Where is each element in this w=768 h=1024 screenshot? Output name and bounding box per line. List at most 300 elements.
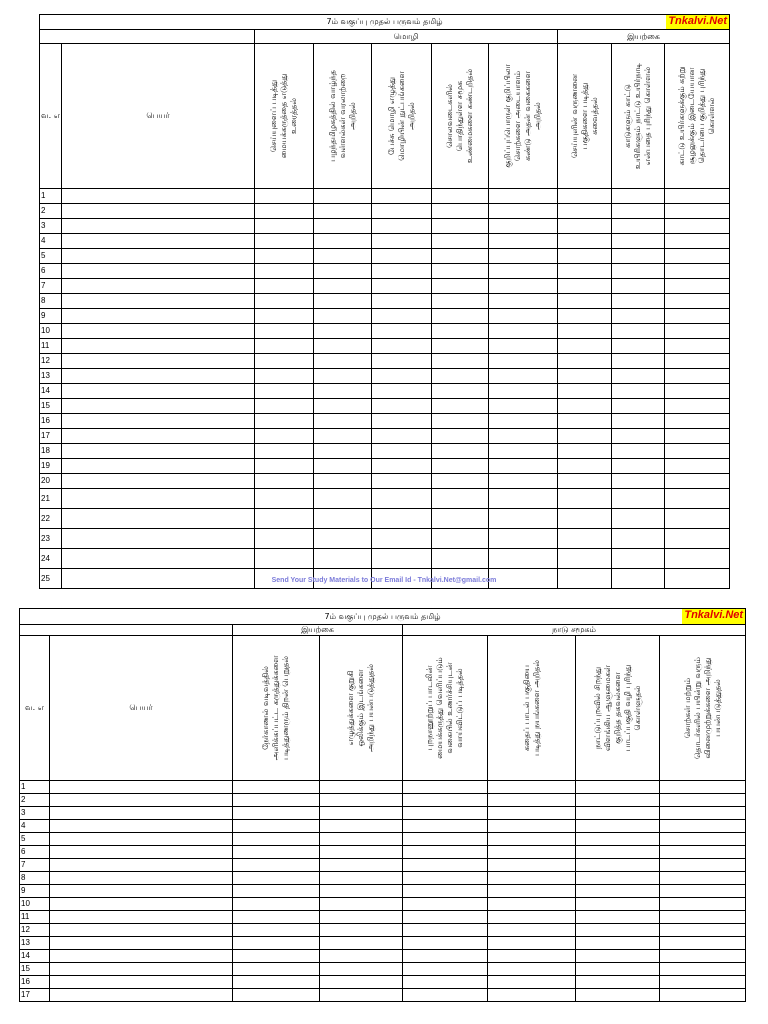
table-cell: [665, 279, 730, 294]
table-cell: [558, 474, 612, 489]
table-cell: [372, 354, 432, 369]
table-row: [40, 459, 730, 474]
table-cell: [665, 204, 730, 219]
table-cell: [255, 529, 314, 549]
table-cell: [233, 976, 320, 989]
table-cell: [255, 369, 314, 384]
table-cell: [372, 399, 432, 414]
table-cell: [488, 885, 576, 898]
brand-label: Tnkalvi.Net: [682, 609, 745, 624]
table-cell: [314, 509, 372, 529]
table-cell: [665, 549, 730, 569]
sheet-2-body: [20, 781, 746, 1002]
table-cell: [432, 429, 489, 444]
sheet-2-title-cell: [20, 609, 746, 625]
table-cell: [320, 846, 403, 859]
table-cell: [489, 189, 558, 204]
table-cell: [233, 872, 320, 885]
sheet-1-col-header: [314, 44, 372, 189]
table-cell: [665, 339, 730, 354]
table-cell: [50, 937, 233, 950]
table-cell: [489, 529, 558, 549]
table-cell: [372, 324, 432, 339]
table-cell: [612, 234, 665, 249]
table-cell: [314, 489, 372, 509]
table-cell: [665, 459, 730, 474]
table-cell: [612, 339, 665, 354]
table-cell: [432, 219, 489, 234]
table-cell: [665, 384, 730, 399]
table-cell: [489, 249, 558, 264]
sheet-2-col-header: [660, 636, 746, 781]
table-cell: [403, 820, 488, 833]
table-cell: [372, 204, 432, 219]
sheet-1-col-header-text: சொலவடைகளில் பொதிந்துள்ள சமூக உண்மைகளை கண்டறிதல்: [445, 68, 474, 164]
table-row: [40, 189, 730, 204]
table-cell: [488, 820, 576, 833]
table-cell: [660, 846, 746, 859]
table-row: [20, 820, 746, 833]
table-cell: [488, 794, 576, 807]
table-row: [20, 950, 746, 963]
table-cell: [50, 989, 233, 1002]
table-cell: [62, 489, 255, 509]
table-cell: [255, 354, 314, 369]
table-cell: [255, 189, 314, 204]
table-cell: [233, 846, 320, 859]
table-cell: [558, 509, 612, 529]
table-cell: [372, 234, 432, 249]
sheet-1-col-header: [665, 44, 730, 189]
table-cell: [62, 384, 255, 399]
table-cell: [432, 189, 489, 204]
table-cell: [320, 911, 403, 924]
table-cell: [665, 294, 730, 309]
table-cell: [50, 833, 233, 846]
table-cell: [320, 989, 403, 1002]
table-cell: [403, 846, 488, 859]
table-cell: [314, 324, 372, 339]
table-cell: [612, 474, 665, 489]
table-cell: [489, 309, 558, 324]
row-number: 13: [20, 937, 50, 950]
row-number: 1: [40, 189, 62, 204]
table-cell: [432, 459, 489, 474]
table-cell: [320, 963, 403, 976]
table-cell: [432, 234, 489, 249]
table-cell: [314, 294, 372, 309]
table-cell: [665, 324, 730, 339]
sheet-1-body: [40, 189, 730, 589]
table-cell: [50, 950, 233, 963]
table-cell: [665, 234, 730, 249]
table-cell: [612, 444, 665, 459]
sheet-1-header-row: [40, 44, 730, 189]
table-cell: [665, 354, 730, 369]
table-cell: [372, 489, 432, 509]
row-number: 15: [40, 399, 62, 414]
table-cell: [576, 859, 660, 872]
row-number: 3: [40, 219, 62, 234]
table-row: [40, 354, 730, 369]
table-cell: [62, 444, 255, 459]
table-cell: [372, 444, 432, 459]
table-cell: [576, 833, 660, 846]
sheet-1-col-header: [558, 44, 612, 189]
sheet-1-col-header-text: குறிப்புப்பொருள் குறிப்பிலா சொற்களை அடையாளம் கண்டு அதன் வகைகளை அறிதல்: [503, 64, 542, 168]
sheet-2-title: 7ம் வகுப்பு முதல் பருவம் தமிழ்: [324, 611, 441, 621]
table-row: [20, 781, 746, 794]
sheet-1-col-header-text: செய்யுளைப் படித்து மையக்கருத்தை எடுத்து உரைத்தல்: [269, 73, 298, 159]
table-cell: [50, 872, 233, 885]
table-cell: [488, 950, 576, 963]
table-cell: [372, 189, 432, 204]
table-cell: [314, 219, 372, 234]
sheet-1-col-header: [432, 44, 489, 189]
table-cell: [255, 249, 314, 264]
table-cell: [62, 249, 255, 264]
table-cell: [488, 781, 576, 794]
sheet-2-col-header-text: நாட்டுப்புறவில் சிறந்து விளங்கிய ஆளுமைகள் குறித்த தகவல்களை பாடப்பகுதி வழி புரிந்து கொள்ளுதல்: [592, 664, 642, 752]
table-row: [40, 489, 730, 509]
table-cell: [558, 234, 612, 249]
row-number: 4: [20, 820, 50, 833]
table-cell: [62, 459, 255, 474]
table-cell: [372, 474, 432, 489]
table-cell: [665, 249, 730, 264]
table-row: [40, 414, 730, 429]
table-cell: [488, 911, 576, 924]
table-cell: [432, 324, 489, 339]
table-cell: [665, 189, 730, 204]
sheet-2-sno-header: வ. எ: [20, 636, 50, 781]
row-number: 11: [20, 911, 50, 924]
table-cell: [488, 846, 576, 859]
table-cell: [62, 189, 255, 204]
table-cell: [432, 354, 489, 369]
sheet-1-col-header-text: பழந்தமிழகத்தில் வாழ்ந்த வள்ளல்கள் வரலாற்றை அறிதல்: [327, 70, 357, 162]
table-cell: [62, 354, 255, 369]
row-number: 20: [40, 474, 62, 489]
table-row: [40, 324, 730, 339]
sheet-1-col-header-text: காடுகளும் காட்டு உயிரிகளும் நாட்டு உயிர்நாடி என்பதை புரிந்து கொள்ளல்: [623, 62, 652, 170]
row-number: 10: [40, 324, 62, 339]
table-row: [20, 794, 746, 807]
table-row: [40, 444, 730, 459]
watermark-1: Tnkalvi.Net: [185, 276, 591, 361]
table-row: [40, 294, 730, 309]
table-cell: [489, 339, 558, 354]
table-cell: [255, 509, 314, 529]
table-cell: [255, 414, 314, 429]
table-cell: [233, 963, 320, 976]
table-cell: [558, 219, 612, 234]
table-cell: [558, 414, 612, 429]
table-cell: [576, 872, 660, 885]
table-cell: [320, 807, 403, 820]
table-row: [40, 219, 730, 234]
table-cell: [489, 294, 558, 309]
table-cell: [314, 189, 372, 204]
table-cell: [488, 989, 576, 1002]
sheet-2-col-header: [488, 636, 576, 781]
table-cell: [403, 885, 488, 898]
table-cell: [665, 309, 730, 324]
table-cell: [314, 474, 372, 489]
table-cell: [665, 399, 730, 414]
table-cell: [403, 989, 488, 1002]
sheet-2-group-society: நாடு சமூகம்: [403, 625, 746, 636]
table-cell: [62, 509, 255, 529]
row-number: 9: [20, 885, 50, 898]
table-cell: [660, 924, 746, 937]
table-cell: [314, 249, 372, 264]
table-cell: [62, 474, 255, 489]
table-cell: [660, 963, 746, 976]
table-row: [20, 859, 746, 872]
table-cell: [489, 264, 558, 279]
table-cell: [255, 234, 314, 249]
table-cell: [403, 807, 488, 820]
table-row: [20, 963, 746, 976]
table-cell: [320, 872, 403, 885]
table-cell: [665, 444, 730, 459]
table-cell: [489, 369, 558, 384]
row-number: 21: [40, 489, 62, 509]
table-cell: [489, 204, 558, 219]
table-cell: [558, 294, 612, 309]
table-cell: [558, 369, 612, 384]
row-number: 10: [20, 898, 50, 911]
table-cell: [320, 859, 403, 872]
table-cell: [62, 369, 255, 384]
table-cell: [372, 294, 432, 309]
table-cell: [558, 384, 612, 399]
sheet-1-title: 7ம் வகுப்பு முதல் பருவம் தமிழ்: [326, 17, 443, 26]
table-cell: [50, 911, 233, 924]
sheet-1-col-header: [612, 44, 665, 189]
table-cell: [432, 399, 489, 414]
table-cell: [488, 963, 576, 976]
table-cell: [576, 807, 660, 820]
table-cell: [432, 309, 489, 324]
sheet-2-group-blank: [20, 625, 233, 636]
row-number: 7: [40, 279, 62, 294]
table-cell: [314, 279, 372, 294]
table-cell: [233, 924, 320, 937]
table-cell: [320, 781, 403, 794]
row-number: 17: [40, 429, 62, 444]
brand-label: Tnkalvi.Net: [668, 15, 728, 27]
sheet-1-col-header: [372, 44, 432, 189]
table-cell: [665, 264, 730, 279]
table-cell: [372, 414, 432, 429]
table-cell: [660, 989, 746, 1002]
table-cell: [488, 937, 576, 950]
row-number: 8: [40, 294, 62, 309]
sheet-2-name-header: பெயர்: [50, 636, 233, 781]
table-cell: [372, 549, 432, 569]
table-cell: [660, 807, 746, 820]
table-cell: [255, 279, 314, 294]
row-number: 13: [40, 369, 62, 384]
table-cell: [576, 937, 660, 950]
table-cell: [432, 529, 489, 549]
table-cell: [489, 474, 558, 489]
table-cell: [62, 529, 255, 549]
table-cell: [255, 324, 314, 339]
table-cell: [255, 444, 314, 459]
table-cell: [660, 833, 746, 846]
table-cell: [403, 937, 488, 950]
table-cell: [314, 384, 372, 399]
table-row: [40, 309, 730, 324]
table-cell: [255, 294, 314, 309]
table-cell: [314, 549, 372, 569]
table-cell: [233, 794, 320, 807]
table-cell: [665, 489, 730, 509]
sheet-2-header-row: [20, 636, 746, 781]
table-cell: [558, 204, 612, 219]
table-cell: [558, 309, 612, 324]
table-cell: [233, 859, 320, 872]
table-cell: [488, 807, 576, 820]
footer-email-note: Send Your Study Materials to Our Email Id - Tnkalvi.Net@gmail.com: [271, 577, 497, 584]
table-cell: [50, 976, 233, 989]
table-cell: [255, 309, 314, 324]
table-cell: [612, 354, 665, 369]
table-cell: [558, 339, 612, 354]
table-cell: [660, 820, 746, 833]
table-cell: [62, 279, 255, 294]
table-cell: [62, 294, 255, 309]
table-cell: [233, 781, 320, 794]
table-cell: [488, 833, 576, 846]
table-cell: [50, 846, 233, 859]
row-number: 1: [20, 781, 50, 794]
sheet-2-group-row: [20, 625, 746, 636]
table-cell: [576, 989, 660, 1002]
table-cell: [403, 781, 488, 794]
table-cell: [233, 807, 320, 820]
table-cell: [255, 219, 314, 234]
table-cell: [432, 549, 489, 569]
table-cell: [62, 234, 255, 249]
table-cell: [576, 950, 660, 963]
table-cell: [320, 794, 403, 807]
table-cell: [432, 264, 489, 279]
sheet-1-col-header: [255, 44, 314, 189]
table-cell: [320, 898, 403, 911]
row-number: 15: [20, 963, 50, 976]
sheet-1-table: [39, 14, 730, 589]
row-number: 6: [40, 264, 62, 279]
table-cell: [612, 204, 665, 219]
table-cell: [372, 219, 432, 234]
sheet-2-col-header-text: கதைப் பாடல் பகுதியை படித்து நயங்களை அறிதல்: [521, 659, 541, 757]
table-cell: [660, 976, 746, 989]
table-cell: [432, 204, 489, 219]
table-cell: [233, 950, 320, 963]
table-cell: [50, 807, 233, 820]
table-cell: [558, 429, 612, 444]
table-cell: [50, 859, 233, 872]
table-row: [40, 429, 730, 444]
table-cell: [372, 529, 432, 549]
table-cell: [50, 794, 233, 807]
table-cell: [612, 279, 665, 294]
table-cell: [576, 885, 660, 898]
table-cell: [576, 820, 660, 833]
table-cell: [665, 509, 730, 529]
table-cell: [372, 339, 432, 354]
table-cell: [612, 309, 665, 324]
table-cell: [233, 898, 320, 911]
table-row: [40, 339, 730, 354]
table-row: [20, 807, 746, 820]
table-cell: [489, 219, 558, 234]
table-cell: [432, 489, 489, 509]
table-cell: [320, 833, 403, 846]
table-cell: [432, 249, 489, 264]
table-cell: [612, 189, 665, 204]
sheet-2-col-header: [320, 636, 403, 781]
table-cell: [403, 950, 488, 963]
table-cell: [488, 976, 576, 989]
table-cell: [576, 781, 660, 794]
table-cell: [372, 459, 432, 474]
table-row: [20, 846, 746, 859]
table-cell: [612, 459, 665, 474]
row-number: 2: [40, 204, 62, 219]
table-cell: [255, 264, 314, 279]
row-number: 5: [40, 249, 62, 264]
table-cell: [50, 924, 233, 937]
table-cell: [612, 384, 665, 399]
table-cell: [50, 820, 233, 833]
table-cell: [403, 794, 488, 807]
table-cell: [233, 820, 320, 833]
table-cell: [489, 279, 558, 294]
table-cell: [233, 885, 320, 898]
table-cell: [314, 354, 372, 369]
table-cell: [314, 204, 372, 219]
table-row: [20, 911, 746, 924]
table-cell: [612, 489, 665, 509]
table-cell: [558, 264, 612, 279]
table-cell: [558, 444, 612, 459]
table-cell: [62, 204, 255, 219]
table-row: [40, 529, 730, 549]
table-cell: [488, 898, 576, 911]
table-cell: [255, 384, 314, 399]
sheet-1-col-header: [489, 44, 558, 189]
table-cell: [432, 384, 489, 399]
table-cell: [489, 549, 558, 569]
table-cell: [558, 529, 612, 549]
table-cell: [612, 529, 665, 549]
table-cell: [432, 339, 489, 354]
sheet-1-sno-header: வ. எ: [40, 44, 62, 189]
table-cell: [576, 898, 660, 911]
table-cell: [489, 354, 558, 369]
table-cell: [576, 924, 660, 937]
table-cell: [612, 549, 665, 569]
table-cell: [660, 872, 746, 885]
table-cell: [50, 963, 233, 976]
table-cell: [612, 249, 665, 264]
table-row: [40, 509, 730, 529]
